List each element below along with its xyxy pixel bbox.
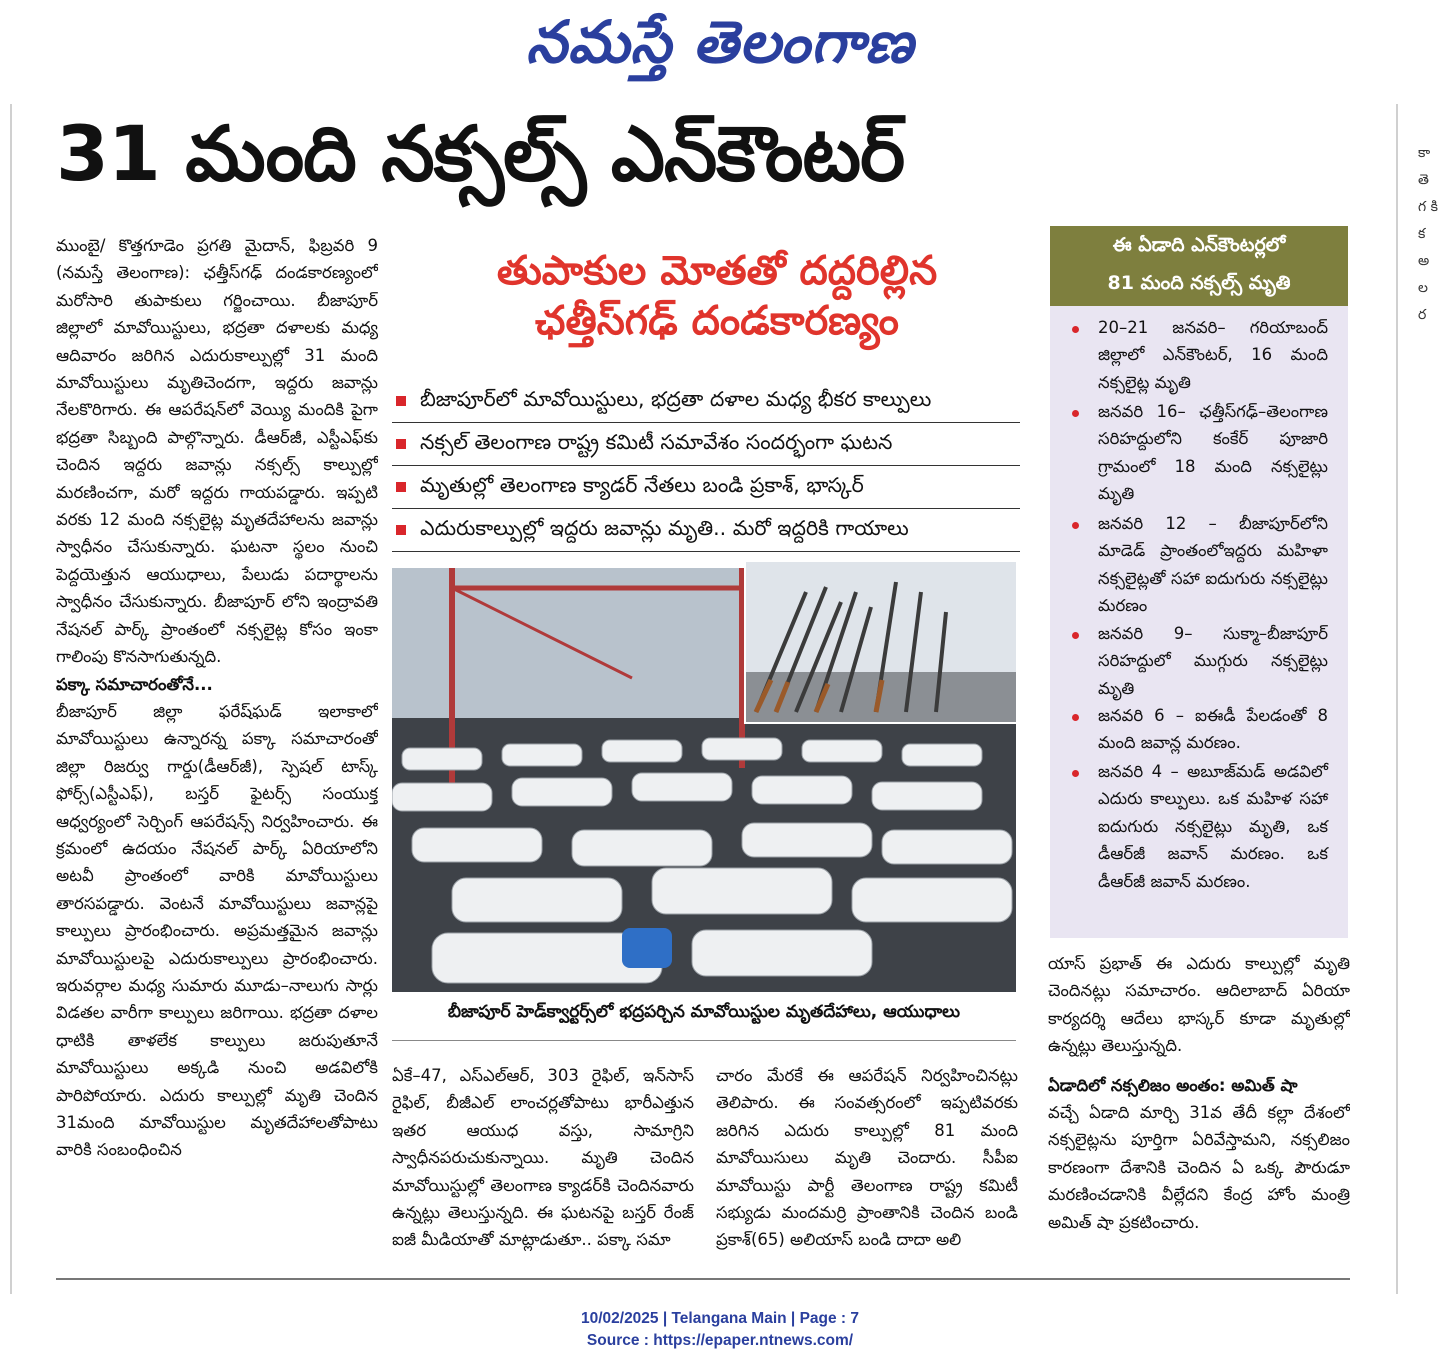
sub-headline-line: ఛత్తీస్‌గఢ్ దండకారణ్యం: [535, 298, 899, 344]
bullet-item: [392, 466, 1020, 509]
sidebar-list-item: జనవరి 6 – ఐఈడీ పేలడంతో 8 మంది జవాన్ల మరణం.: [1098, 702, 1328, 757]
bullet-square-icon: [396, 439, 406, 449]
article-subhead: పక్కా సమాచారంతోనే...: [56, 674, 213, 694]
sidebar-title-line: 81 మంది నక్సల్స్ మృతి: [1107, 272, 1291, 294]
caption-divider: [392, 1040, 1016, 1041]
bullet-square-icon: [396, 482, 406, 492]
bullet-item: [392, 423, 1020, 466]
bullet-square-icon: [396, 525, 406, 535]
sidebar-list-item: జనవరి 12 – బీజాపూర్‌లోని మాడెడ్ ప్రాంతంలోఇద్దరు మహిళా నక్సలైట్లతో సహా ఐదుగురు నక్సలైట్లు మరణం: [1098, 510, 1328, 620]
article-paragraph: యాస్ ప్రభాత్ ఈ ఎదురు కాల్పుల్లో మృతి చెందినట్లు సమాచారం. ఆదిలాబాద్ ఏరియా కార్యదర్శి ఆదేలు భాస్కర్ కూడా మృతుల్లో ఉన్నట్లు తెలుస్తున్నది.: [1048, 954, 1350, 1056]
middle-article-column-a: ఏకే–47, ఎస్ఎల్ఆర్, 303 రైఫిల్, ఇన్‌సాస్ రైఫిల్, బీజీఎల్ లాంచర్లతోపాటు భారీఎత్తున ఇతర ఆయుధ వస్తు, సామాగ్రిని స్వాధీనపరుచుకున్నాయి. మృతి చెందిన మావోయిస్టుల్లో తెలంగాణ క్యాడర్‌కి చెందినవారు ఉన్నట్లు తెలుస్తున్నది. ఈ ఘటనపై బస్తర్ రేంజ్ ఐజీ మీడియాతో మాట్లాడుతూ.. పక్కా సమా: [392, 1066, 694, 1250]
main-headline: 31 మంది నక్సల్స్ ఎన్‌కౌంటర్: [56, 109, 905, 198]
sidebar-list-item: 20–21 జనవరి– గరియాబంద్ జిల్లాలో ఎన్‌కౌంటర్, 16 మంది నక్సలైట్ల మృతి: [1098, 314, 1328, 396]
bullet-text: మృతుల్లో తెలంగాణ క్యాడర్ నేతలు బండి ప్రకాశ్, భాస్కర్: [420, 472, 864, 497]
bullet-dot-icon: [1072, 632, 1079, 639]
sidebar-header: [1050, 226, 1348, 306]
sidebar-encounter-list: [1050, 306, 1348, 938]
bullet-dot-icon: [1072, 714, 1079, 721]
sidebar-title-line: ఈ ఏడాది ఎన్‌కౌంటర్లలో: [1112, 234, 1286, 256]
newspaper-masthead: నమస్తే తెలంగాణ: [526, 8, 914, 76]
bottom-divider: [56, 1278, 1350, 1280]
left-article-column: [56, 232, 378, 1278]
middle-article-column-b: చారం మేరకే ఈ ఆపరేషన్ నిర్వహించినట్లు తెలిపారు. ఈ సంవత్సరంలో ఇప్పటివరకు జరిగిన ఎదురు కాల్పుల్లో 81 మంది మావోయిసులు మృతి చెందారు. సీపీఐ మావోయిస్టు పార్టీ తెలంగాణ రాష్ట్ర కమిటీ సభ్యుడు మందమర్రి ప్రాంతానికి చెందిన బండి ప్రకాశ్(65) అలియాస్ బండి దాదా అలి: [716, 1066, 1018, 1250]
article-paragraph: బీజాపూర్ జిల్లా ఫరేష్‌ఘడ్ ఇలాకాలో మావోయిస్టులు ఉన్నారన్న పక్కా సమాచారంతో జిల్లా రిజర్వు గార్డు(డీఆర్‌జీ), స్పెషల్ టాస్క్ ఫోర్స్(ఎస్టీఎఫ్), బస్తర్ ఫైటర్స్ సంయుక్త ఆధ్వర్యంలో సెర్చింగ్ ఆపరేషన్స్ నిర్వహించారు. ఈ క్రమంలో ఉదయం నేషనల్ పార్క్ ఏరియాలోని అటవీ ప్రాంతంలో వారికి మావోయిస్టులు తారసపడ్డారు. వెంటనే మావోయిస్టులు జవాన్లపై కాల్పులు ప్రారంభించారు. అప్రమత్తమైన జవాన్లు మావోయిస్టులపై ఎదురుకాల్పులు ప్రారంభించారు. ఇరువర్గాల మధ్య సుమారు మూడు–నాలుగు సార్లు విడతల వారీగా కాల్పులు జరిగాయి. భద్రతా దళాల ధాటికి తాళలేక కాల్పులు జరుపుతూనే మావోయిస్టులు అక్కడి నుంచి అడవిలోకి పారిపోయారు. ఎదురు కాల్పుల్లో మృతి చెందిన 31మంది మావోయిస్టుల మృతదేహాలతోపాటు వారికి సంబంధించిన: [56, 701, 378, 1160]
bullet-dot-icon: [1072, 326, 1079, 333]
weapons-illustration: [746, 562, 1016, 722]
sidebar-list-item: జనవరి 4 – అబూజ్‌మడ్ అడవిలో ఎదురు కాల్పులు. ఒక మహిళ సహా ఐదుగురు నక్సలైట్లు మృతి, ఒక డీఆర్‌జీ జవాన్ మరణం. ఒక డీఆర్‌జీ జవాన్ మరణం.: [1098, 758, 1328, 895]
article-paragraph: వచ్చే ఏడాది మార్చి 31వ తేదీ కల్లా దేశంలో నక్సలైట్లను పూర్తిగా ఏరివేస్తామని, నక్సలిజం కారణంగా దేశానికి చెందిన ఏ ఒక్క పౌరుడూ మరణించడానికి వీల్లేదని కేంద్ర హోం మంత్రి అమిత్ షా ప్రకటించారు.: [1048, 1103, 1350, 1232]
bullet-square-icon: [396, 396, 406, 406]
bullet-dot-icon: [1072, 522, 1079, 529]
bullet-item: [392, 380, 1020, 423]
bullet-item: [392, 509, 1020, 552]
photo-caption: బీజాపూర్ హెడ్‌క్వార్టర్స్‌లో భద్రపర్చిన మావోయిస్టుల మృతదేహాలు, ఆయుధాలు: [447, 1002, 961, 1022]
paragraph-spacer: [1048, 1060, 1350, 1072]
bullet-text: ఎదురుకాల్పుల్లో ఇద్దరు జవాన్లు మృతి.. మరో ఇద్దరికి గాయాలు: [420, 515, 909, 540]
article-paragraph: ముంబై/ కొత్తగూడెం ప్రగతి మైదాన్, ఫిబ్రవరి 9 (నమస్తే తెలంగాణ): ఛత్తీస్‌గఢ్ దండకారణ్యంలో మరోసారి తుపాకులు గర్జించాయి. బీజాపూర్ జిల్లాలో మావోయిస్టులు, భద్రతా దళాలకు మధ్య ఆదివారం జరిగిన ఎదురుకాల్పుల్లో 31 మంది మావోయిస్టులు మృతిచెందగా, ఇద్దరు జవాన్లు నేలకొరిగారు. ఈ ఆపరేషన్‌లో వెయ్యి మందికి పైగా భద్రతా సిబ్బంది పాల్గొన్నారు. డీఆర్‌జీ, ఎస్టీఎఫ్‌కు చెందిన ఇద్దరు జవాన్లు నక్సల్స్ కాల్పుల్లో మరణించగా, మరో ఇద్దరు గాయపడ్డారు. ఇప్పటి వరకు 12 మంది నక్సలైట్ల మృతదేహాలను జవాన్లు స్వాధీనం చేసుకున్నారు. ఘటనా స్థలం నుంచి పెద్దయెత్తున ఆయుధాలు, పేలుడు పదార్థాలను స్వాధీనం చేసుకున్నారు. బీజాపూర్ లోని ఇంద్రావతి నేషనల్ పార్క్ ప్రాంతంలో నక్సలైట్ల కోసం ఇంకా గాలింపు కొనసాగుతున్నది.: [56, 236, 378, 667]
sub-headline-line: తుపాకుల మోతతో దద్దరిల్లిన: [496, 248, 938, 294]
bullet-dot-icon: [1072, 410, 1079, 417]
footer-source-link[interactable]: Source : https://epaper.ntnews.com/: [586, 1332, 854, 1349]
highlight-bullets: [392, 380, 1020, 552]
news-photo-weapons: [744, 560, 1018, 724]
adjacent-column-edge: కా తె గ కి క అ ల ర: [1418, 145, 1438, 323]
sidebar-list-item: జనవరి 16– ఛత్తీస్‌గఢ్–తెలంగాణ సరిహద్దులోని కంకేర్ పూజారి గ్రామంలో 18 మంది నక్సలైట్లు మృతి: [1098, 398, 1328, 508]
bullet-text: బీజాపూర్‌లో మావోయిస్టులు, భద్రతా దళాల మధ్య భీకర కాల్పులు: [420, 386, 932, 411]
left-margin-divider: [10, 104, 12, 1294]
sidebar-list-item: జనవరి 9– సుక్మా–బీజాపూర్ సరిహద్దులో ముగ్గురు నక్సలైట్లు మృతి: [1098, 620, 1328, 702]
right-article-column: [1048, 950, 1350, 1270]
bullet-dot-icon: [1072, 770, 1079, 777]
article-subhead: ఏడాదిలో నక్సలిజం అంతం: అమిత్ షా: [1048, 1075, 1298, 1095]
bullet-text: నక్సల్ తెలంగాణ రాష్ట్ర కమిటీ సమావేశం సందర్భంగా ఘటన: [420, 429, 893, 454]
footer-date-edition: 10/02/2025 | Telangana Main | Page : 7: [580, 1310, 860, 1327]
sub-headline: [392, 246, 1042, 346]
page-footer: [0, 1308, 1440, 1352]
right-margin-divider: [1396, 104, 1398, 1294]
